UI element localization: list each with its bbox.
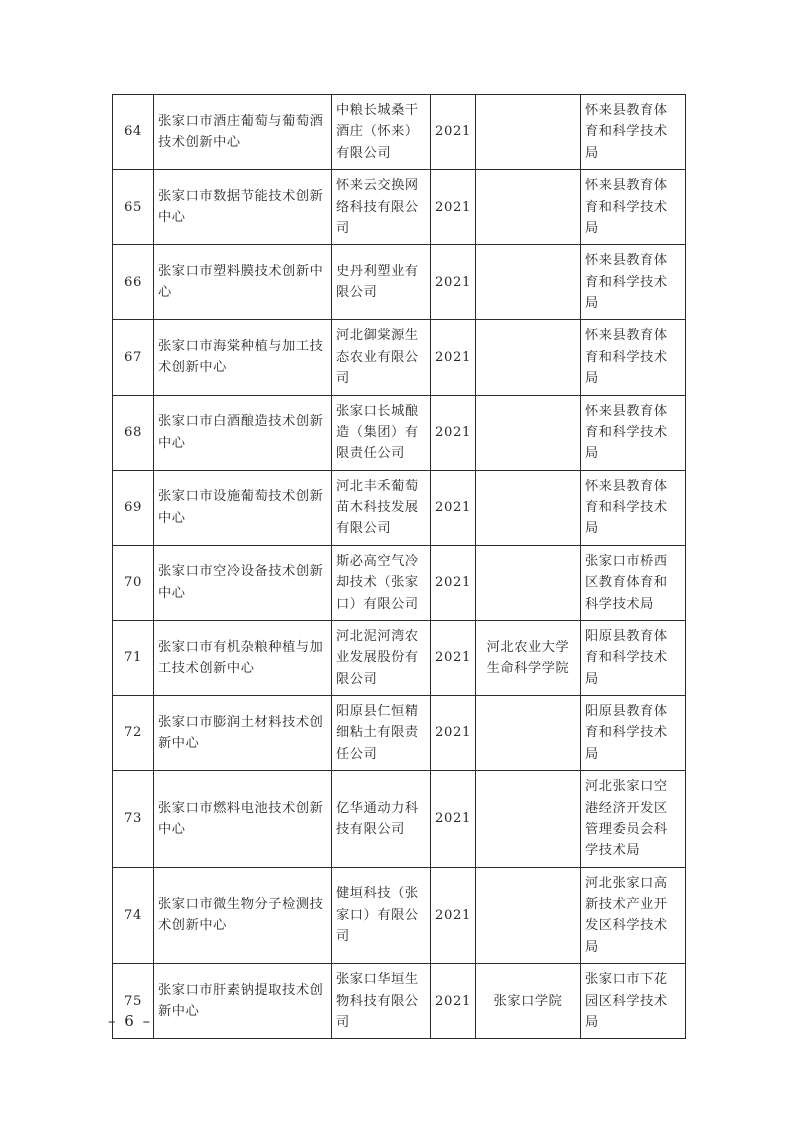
cell-host-organization: 斯必高空气冷却技术（张家口）有限公司 [332, 545, 431, 620]
cell-center-name: 张家口市海棠种植与加工技术创新中心 [154, 320, 332, 395]
cell-host-organization: 史丹利塑业有限公司 [332, 245, 431, 320]
cell-host-organization: 河北御棠源生态农业有限公司 [332, 320, 431, 395]
cell-administrative-department: 张家口市桥西区教育体育和科学技术局 [581, 545, 686, 620]
cell-administrative-department: 怀来县教育体育和科学技术局 [581, 470, 686, 545]
cell-index: 68 [113, 395, 154, 470]
cell-cooperating-unit: 张家口学院 [476, 964, 581, 1039]
cell-year: 2021 [431, 696, 476, 771]
cell-year: 2021 [431, 470, 476, 545]
cell-index: 70 [113, 545, 154, 620]
cell-cooperating-unit [476, 771, 581, 868]
cell-host-organization: 河北泥河湾农业发展股份有限公司 [332, 620, 431, 695]
cell-year: 2021 [431, 771, 476, 868]
cell-administrative-department: 河北张家口空港经济开发区管理委员会科学技术局 [581, 771, 686, 868]
table-row [113, 867, 686, 964]
cell-host-organization: 张家口长城酿造（集团）有限责任公司 [332, 395, 431, 470]
cell-index: 69 [113, 470, 154, 545]
cell-administrative-department: 张家口市下花园区科学技术局 [581, 964, 686, 1039]
cell-administrative-department: 怀来县教育体育和科学技术局 [581, 245, 686, 320]
table-body [113, 95, 686, 1039]
cell-index: 67 [113, 320, 154, 395]
cell-center-name: 张家口市空冷设备技术创新中心 [154, 545, 332, 620]
table-row [113, 470, 686, 545]
cell-administrative-department: 河北张家口高新技术产业开发区科学技术局 [581, 867, 686, 964]
cell-host-organization: 张家口华垣生物科技有限公司 [332, 964, 431, 1039]
cell-host-organization: 健垣科技（张家口）有限公司 [332, 867, 431, 964]
table-row [113, 696, 686, 771]
cell-year: 2021 [431, 867, 476, 964]
innovation-center-registry-table [112, 94, 686, 1039]
cell-index: 64 [113, 95, 154, 170]
cell-center-name: 张家口市塑料膜技术创新中心 [154, 245, 332, 320]
cell-center-name: 张家口市微生物分子检测技术创新中心 [154, 867, 332, 964]
cell-administrative-department: 怀来县教育体育和科学技术局 [581, 95, 686, 170]
cell-administrative-department: 阳原县教育体育和科学技术局 [581, 620, 686, 695]
cell-index: 74 [113, 867, 154, 964]
cell-year: 2021 [431, 245, 476, 320]
cell-host-organization: 阳原县仁恒精细粘土有限责任公司 [332, 696, 431, 771]
cell-cooperating-unit [476, 696, 581, 771]
cell-host-organization: 中粮长城桑干酒庄（怀来）有限公司 [332, 95, 431, 170]
table-row [113, 771, 686, 868]
registry-table-container [112, 94, 685, 1039]
cell-center-name: 张家口市燃料电池技术创新中心 [154, 771, 332, 868]
table-row [113, 170, 686, 245]
cell-index: 75 [113, 964, 154, 1039]
table-row [113, 620, 686, 695]
cell-year: 2021 [431, 545, 476, 620]
table-row [113, 245, 686, 320]
cell-index: 73 [113, 771, 154, 868]
cell-host-organization: 亿华通动力科技有限公司 [332, 771, 431, 868]
table-row [113, 320, 686, 395]
cell-host-organization: 河北丰禾葡萄苗木科技发展有限公司 [332, 470, 431, 545]
cell-index: 65 [113, 170, 154, 245]
cell-center-name: 张家口市设施葡萄技术创新中心 [154, 470, 332, 545]
cell-year: 2021 [431, 95, 476, 170]
cell-host-organization: 怀来云交换网络科技有限公司 [332, 170, 431, 245]
cell-cooperating-unit [476, 170, 581, 245]
cell-administrative-department: 怀来县教育体育和科学技术局 [581, 320, 686, 395]
cell-index: 71 [113, 620, 154, 695]
cell-administrative-department: 阳原县教育体育和科学技术局 [581, 696, 686, 771]
cell-center-name: 张家口市膨润土材料技术创新中心 [154, 696, 332, 771]
cell-cooperating-unit [476, 320, 581, 395]
cell-cooperating-unit: 河北农业大学生命科学学院 [476, 620, 581, 695]
table-row [113, 545, 686, 620]
cell-center-name: 张家口市肝素钠提取技术创新中心 [154, 964, 332, 1039]
cell-cooperating-unit [476, 867, 581, 964]
cell-year: 2021 [431, 964, 476, 1039]
cell-year: 2021 [431, 170, 476, 245]
cell-index: 72 [113, 696, 154, 771]
cell-year: 2021 [431, 620, 476, 695]
table-row [113, 964, 686, 1039]
cell-year: 2021 [431, 395, 476, 470]
cell-administrative-department: 怀来县教育体育和科学技术局 [581, 395, 686, 470]
cell-center-name: 张家口市有机杂粮种植与加工技术创新中心 [154, 620, 332, 695]
cell-index: 66 [113, 245, 154, 320]
cell-center-name: 张家口市酒庄葡萄与葡萄酒技术创新中心 [154, 95, 332, 170]
cell-administrative-department: 怀来县教育体育和科学技术局 [581, 170, 686, 245]
cell-center-name: 张家口市数据节能技术创新中心 [154, 170, 332, 245]
cell-cooperating-unit [476, 95, 581, 170]
cell-cooperating-unit [476, 395, 581, 470]
cell-cooperating-unit [476, 470, 581, 545]
cell-center-name: 张家口市白酒酿造技术创新中心 [154, 395, 332, 470]
table-row [113, 395, 686, 470]
page-number: – 6 – [108, 1012, 153, 1030]
cell-cooperating-unit [476, 545, 581, 620]
cell-cooperating-unit [476, 245, 581, 320]
cell-year: 2021 [431, 320, 476, 395]
table-row [113, 95, 686, 170]
